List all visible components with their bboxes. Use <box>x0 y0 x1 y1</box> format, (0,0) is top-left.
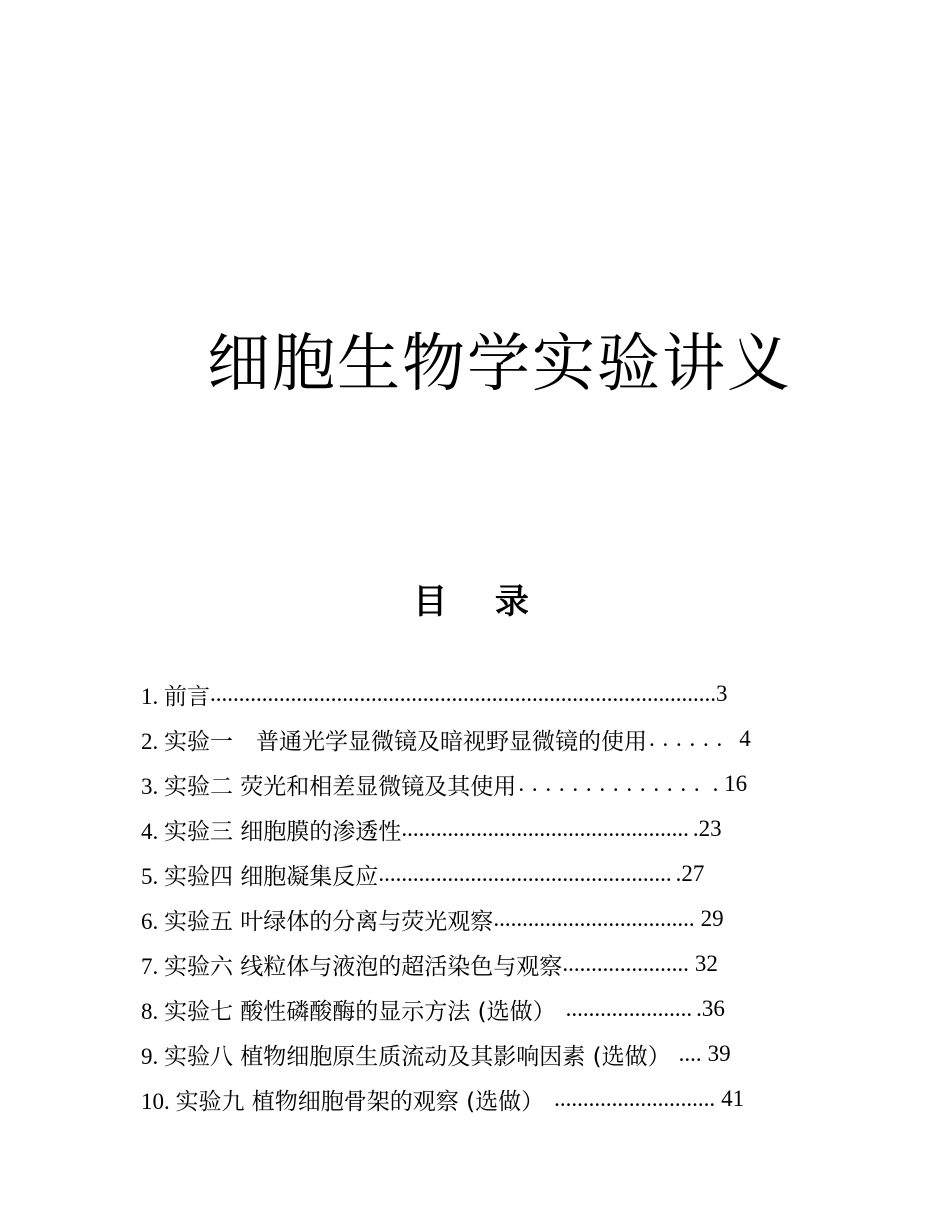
toc-page-number: 29 <box>700 906 724 931</box>
toc-entry-5[interactable] <box>141 852 704 896</box>
toc-entry-number: 2. <box>141 728 159 754</box>
toc-entry-label: 实验四 细胞凝集反应 <box>164 863 379 890</box>
toc-entry-4[interactable] <box>141 807 722 851</box>
toc-entry-number: 7. <box>141 953 159 979</box>
toc-page-number: .36 <box>696 996 725 1021</box>
toc-dot-leader: ................................... <box>493 906 695 931</box>
toc-entry-label: 实验五 叶绿体的分离与荧光观察 <box>164 908 494 935</box>
toc-entry-number: 6. <box>141 908 159 934</box>
toc-dot-leader: . . . . . . <box>649 726 724 751</box>
toc-dot-leader: ................................................... <box>378 861 672 886</box>
toc-entry-label: 前言 <box>164 683 210 710</box>
toc-page-number: 32 <box>694 951 718 976</box>
toc-entry-6[interactable] <box>141 897 724 941</box>
toc-entry-number: 3. <box>141 773 159 799</box>
toc-entry-1[interactable] <box>141 672 728 716</box>
toc-entry-9[interactable] <box>141 1032 731 1076</box>
toc-entry-number: 10. <box>141 1088 170 1114</box>
toc-dot-leader: ........................................................................................ <box>210 681 716 706</box>
toc-entry-number: 5. <box>141 863 159 889</box>
toc-page-number: .27 <box>675 861 705 886</box>
toc-dot-leader: .... <box>678 1041 702 1066</box>
toc-page-number: 39 <box>707 1041 731 1066</box>
toc-entry-8[interactable] <box>141 987 725 1031</box>
toc-entry-label: 实验七 酸性磷酸酶的显示方法 (选做） <box>164 998 556 1025</box>
toc-dot-leader: ...................... <box>562 951 689 976</box>
toc-heading: 目 录 <box>413 582 547 622</box>
toc-page-number: 3 <box>716 681 728 706</box>
toc-entry-number: 8. <box>141 998 159 1024</box>
toc-entry-7[interactable] <box>141 942 718 986</box>
toc-dot-leader: ............................ <box>554 1086 716 1111</box>
toc-page-number: 41 <box>721 1086 745 1111</box>
toc-entry-3[interactable] <box>141 762 747 806</box>
toc-entry-label: 实验九 植物细胞骨架的观察 (选做） <box>175 1088 545 1115</box>
toc-entry-10[interactable] <box>141 1077 744 1121</box>
toc-page-number: . 16 <box>712 771 748 796</box>
document-title: 细胞生物学实验讲义 <box>207 327 792 401</box>
toc-entry-number: 4. <box>141 818 159 844</box>
toc-dot-leader: .................................................. <box>401 816 689 841</box>
toc-dot-leader: ...................... <box>565 996 693 1021</box>
toc-entry-label: 实验三 细胞膜的渗透性 <box>164 818 402 845</box>
toc-entry-2[interactable] <box>141 717 751 761</box>
toc-entry-label: 实验一 普通光学显微镜及暗视野显微镜的使用 <box>164 728 647 755</box>
toc-page-number: .23 <box>692 816 722 841</box>
toc-page-number: 4 <box>739 726 751 751</box>
toc-entry-label: 实验八 植物细胞原生质流动及其影响因素 (选做） <box>164 1043 671 1070</box>
toc-entry-label: 实验六 线粒体与液泡的超活染色与观察 <box>164 953 563 980</box>
toc-entry-number: 1. <box>141 683 159 709</box>
toc-dot-leader: . . . . . . . . . . . . . . <box>518 771 701 796</box>
toc-entry-number: 9. <box>141 1043 159 1069</box>
toc-entry-label: 实验二 荧光和相差显微镜及其使用 <box>164 773 517 800</box>
